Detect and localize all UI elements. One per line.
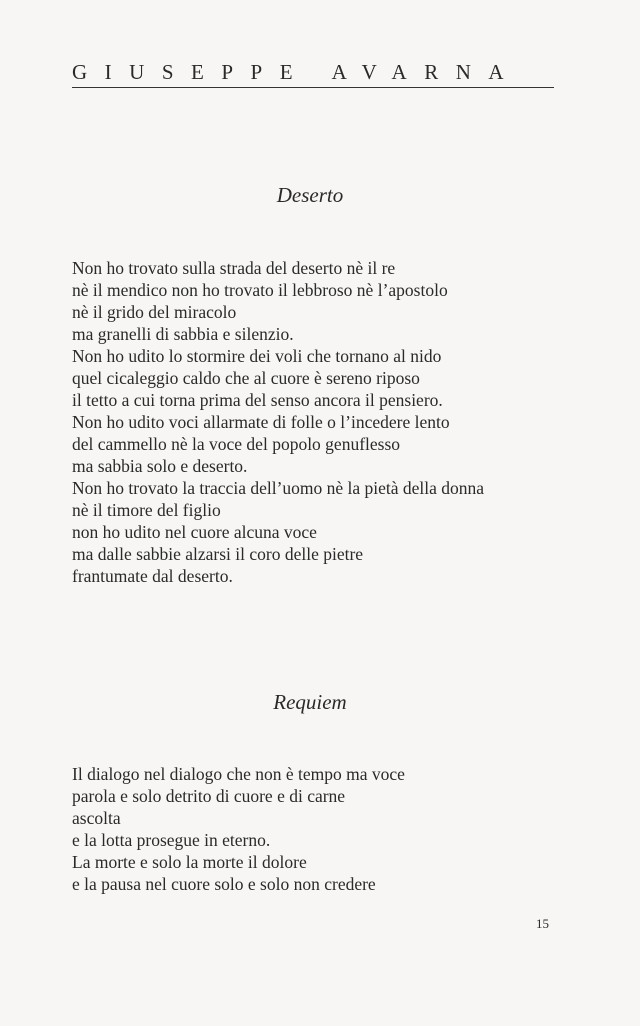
poem-line: ma granelli di sabbia e silenzio. — [72, 324, 294, 344]
poem-line: nè il timore del figlio — [72, 500, 221, 520]
page-number: 15 — [536, 916, 549, 931]
poem-line: Non ho trovato la traccia dell’uomo nè la pietà della donna — [72, 478, 485, 498]
poem-line: frantumate dal deserto. — [72, 566, 233, 586]
author-name: GIUSEPPE AVARNA — [72, 60, 522, 84]
poem-line: non ho udito nel cuore alcuna voce — [72, 522, 317, 542]
poem-title-deserto: Deserto — [276, 183, 344, 207]
poem-line: il tetto a cui torna prima del senso ancora il pensiero. — [72, 390, 443, 410]
poem-body-deserto — [72, 257, 484, 587]
poem-line: ascolta — [72, 808, 121, 828]
poem-line: Non ho trovato sulla strada del deserto nè il re — [72, 258, 396, 278]
poem-line: e la lotta prosegue in eterno. — [72, 830, 271, 850]
poem-line: e la pausa nel cuore solo e solo non credere — [72, 874, 376, 894]
poem-title-requiem: Requiem — [273, 690, 347, 714]
poem-line: ma sabbia solo e deserto. — [72, 456, 248, 476]
poem-body-requiem — [72, 763, 405, 895]
poem-line: del cammello nè la voce del popolo genuflesso — [72, 434, 401, 454]
poem-line: ma dalle sabbie alzarsi il coro delle pietre — [72, 544, 364, 564]
poem-line: nè il grido del miracolo — [72, 302, 237, 322]
running-header — [72, 60, 554, 88]
poem-line: nè il mendico non ho trovato il lebbroso nè l’apostolo — [72, 280, 448, 300]
poem-line: La morte e solo la morte il dolore — [72, 852, 307, 872]
poem-line: Il dialogo nel dialogo che non è tempo ma voce — [72, 764, 405, 784]
poem-line: Non ho udito voci allarmate di folle o l’incedere lento — [72, 412, 450, 432]
poem-line: parola e solo detrito di cuore e di carne — [72, 786, 346, 806]
poem-line: quel cicaleggio caldo che al cuore è sereno riposo — [72, 368, 420, 388]
poem-line: Non ho udito lo stormire dei voli che tornano al nido — [72, 346, 442, 366]
